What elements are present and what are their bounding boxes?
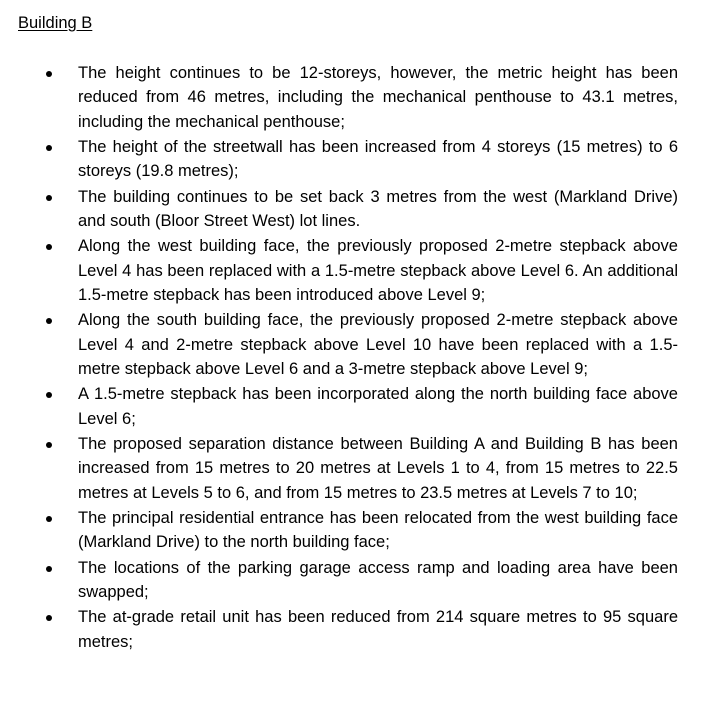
list-item-text: The proposed separation distance between Building A and Building B has been increased from 15 metres to 20 metres at Levels 1 to 4, from 15 metres to 22.5 metres at Levels 5 to 6, and from 15 metres to 23.5 metres at Levels 7 to 10;	[78, 434, 678, 502]
bullet-icon	[46, 442, 52, 448]
list-item	[0, 185, 678, 234]
list-item-text: The building continues to be set back 3 metres from the west (Markland Drive) and south (Bloor Street West) lot lines.	[78, 187, 678, 231]
bullet-icon	[46, 195, 52, 201]
list-item-text: Along the south building face, the previously proposed 2-metre stepback above Level 4 and 2-metre stepback above Level 10 have been replaced with a 1.5-metre stepback above Level 6 and a 3-metre stepback above Level 9;	[78, 311, 678, 379]
list-item	[0, 432, 678, 505]
bullet-icon	[46, 615, 52, 621]
bullet-icon	[46, 71, 52, 77]
list-item	[0, 308, 678, 381]
list-item	[0, 234, 678, 307]
list-item	[0, 605, 678, 654]
bullet-icon	[46, 318, 52, 324]
bullet-list	[0, 61, 701, 655]
list-item-text: The at-grade retail unit has been reduced from 214 square metres to 95 square metres;	[78, 608, 678, 651]
list-item	[0, 382, 678, 431]
list-item-text: The height of the streetwall has been increased from 4 storeys (15 metres) to 6 storeys (19.8 metres);	[78, 138, 678, 181]
list-item	[0, 61, 678, 134]
section-heading: Building B	[18, 14, 93, 32]
list-item-text: The locations of the parking garage access ramp and loading area have been swapped;	[78, 558, 678, 601]
bullet-icon	[46, 392, 52, 398]
bullet-icon	[46, 145, 52, 151]
bullet-icon	[46, 516, 52, 522]
bullet-icon	[46, 244, 52, 250]
list-item	[0, 506, 678, 555]
list-item-text: Along the west building face, the previously proposed 2-metre stepback above Level 4 has been replaced with a 1.5-metre stepback above Level 6. An additional 1.5-metre stepback has been introduced above Level 9;	[78, 237, 678, 305]
list-item-text: The principal residential entrance has been relocated from the west building face (Markland Drive) to the north building face;	[78, 508, 678, 552]
list-item	[0, 556, 678, 605]
list-item-text: The height continues to be 12-storeys, however, the metric height has been reduced from 46 metres, including the mechanical penthouse to 43.1 metres, including the mechanical penthouse;	[78, 64, 678, 131]
list-item-text: A 1.5-metre stepback has been incorporated along the north building face above Level 6;	[78, 385, 678, 428]
bullet-icon	[46, 566, 52, 572]
list-item	[0, 135, 678, 184]
